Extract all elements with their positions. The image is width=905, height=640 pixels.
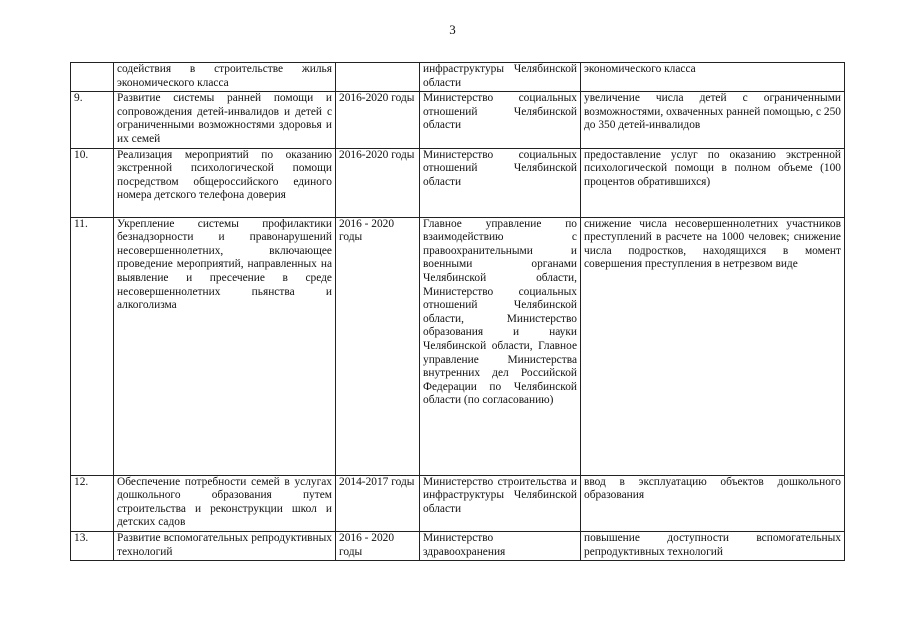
result-cell: повышение доступности вспомогательных репродуктивных технологий bbox=[581, 531, 845, 560]
row-number: 11. bbox=[71, 217, 114, 475]
period-cell: 2016 - 2020 годы bbox=[336, 531, 420, 560]
row-number: 12. bbox=[71, 475, 114, 531]
table-row bbox=[71, 92, 845, 148]
table-row bbox=[71, 148, 845, 217]
period-cell: 2016-2020 годы bbox=[336, 92, 420, 148]
measure-cell: содействия в строительстве жилья экономического класса bbox=[114, 63, 336, 92]
table-row bbox=[71, 531, 845, 560]
measure-cell: Развитие системы ранней помощи и сопровождения детей-инвалидов и детей с ограниченными возможностями здоровья и их семей bbox=[114, 92, 336, 148]
page-number: 3 bbox=[449, 22, 456, 37]
period-cell bbox=[336, 63, 420, 92]
measure-cell: Обеспечение потребности семей в услугах дошкольного образования путем строительства и реконструкции школ и детских садов bbox=[114, 475, 336, 531]
measure-cell: Реализация мероприятий по оказанию экстренной психологической помощи посредством общероссийского единого номера детского телефона доверия bbox=[114, 148, 336, 217]
row-number: 13. bbox=[71, 531, 114, 560]
table-row bbox=[71, 63, 845, 92]
period-cell: 2016 - 2020 годы bbox=[336, 217, 420, 475]
measure-cell: Укрепление системы профилактики безнадзорности и правонарушений несовершеннолетних, включающее проведение мероприятий, направленных на выявление и пресечение в среде несовершеннолетних пьянства и алкоголизма bbox=[114, 217, 336, 475]
period-cell: 2014-2017 годы bbox=[336, 475, 420, 531]
executor-cell: Главное управление по взаимодействию с правоохранительными и военными органами Челябинской области, Министерство социальных отношений Челябинской области, Министерство образования и науки Челябинской области, Главное управление Министерства внутренних дел Российской Федерации по Челябинской области (по согласованию) bbox=[420, 217, 581, 475]
result-cell: увеличение числа детей с ограниченными возможностями, охваченных ранней помощью, с 250 до 350 детей-инвалидов bbox=[581, 92, 845, 148]
executor-cell: Министерство здравоохранения bbox=[420, 531, 581, 560]
row-number bbox=[71, 63, 114, 92]
executor-cell: инфраструктуры Челябинской области bbox=[420, 63, 581, 92]
table-row bbox=[71, 475, 845, 531]
result-cell: ввод в эксплуатацию объектов дошкольного образования bbox=[581, 475, 845, 531]
table-row bbox=[71, 217, 845, 475]
executor-cell: Министерство строительства и инфраструктуры Челябинской области bbox=[420, 475, 581, 531]
executor-cell: Министерство социальных отношений Челябинской области bbox=[420, 148, 581, 217]
result-cell: снижение числа несовершеннолетних участников преступлений в расчете на 1000 человек; снижение числа подростков, находящихся в момент совершения преступления в нетрезвом виде bbox=[581, 217, 845, 475]
result-cell: предоставление услуг по оказанию экстренной психологической помощи в полном объеме (100 процентов обратившихся) bbox=[581, 148, 845, 217]
row-number: 10. bbox=[71, 148, 114, 217]
period-cell: 2016-2020 годы bbox=[336, 148, 420, 217]
row-number: 9. bbox=[71, 92, 114, 148]
measure-cell: Развитие вспомогательных репродуктивных технологий bbox=[114, 531, 336, 560]
measures-table bbox=[70, 62, 845, 561]
result-cell: экономического класса bbox=[581, 63, 845, 92]
executor-cell: Министерство социальных отношений Челябинской области bbox=[420, 92, 581, 148]
